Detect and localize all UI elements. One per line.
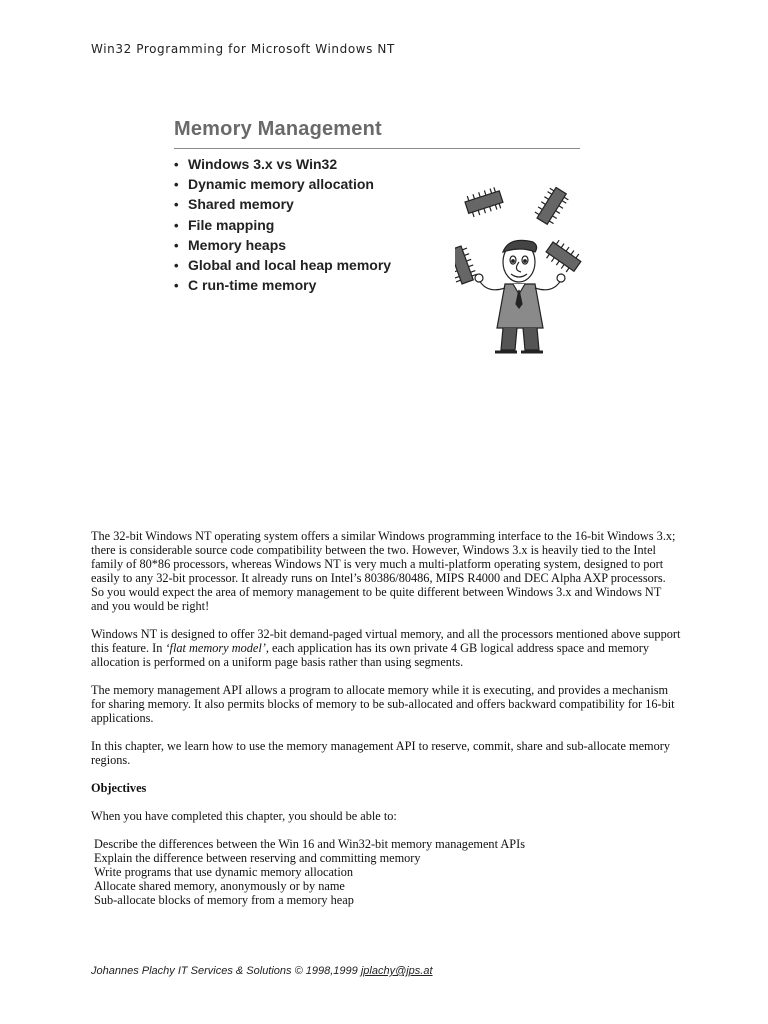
objective-item: Sub-allocate blocks of memory from a memory heap <box>94 893 354 907</box>
bullet-icon: • <box>174 217 179 233</box>
chip-icon <box>455 244 478 285</box>
slide-bullet-item: • Dynamic memory allocation <box>174 174 391 194</box>
objectives-heading: Objectives <box>91 781 147 795</box>
bullet-icon: • <box>174 177 179 193</box>
slide-bullet-item: • Memory heaps <box>174 235 391 255</box>
slide-title: Memory Management <box>174 118 382 140</box>
paragraph: The memory management API allows a program to allocate memory while it is executing, and provides a mechanism for sharing memory. It also permits blocks of memory to be sub-allocated and offers backward compatibility for 16-bit applications. <box>91 683 675 725</box>
bullet-icon: • <box>174 257 179 273</box>
bullet-icon: • <box>174 278 179 294</box>
juggler-illustration <box>455 180 595 360</box>
slide-bullet-item: • Shared memory <box>174 194 391 214</box>
chip-icon <box>463 186 504 218</box>
slide-bullet-item: • File mapping <box>174 215 391 235</box>
bullet-icon: • <box>174 157 179 172</box>
slide-divider <box>174 148 580 149</box>
objectives-list <box>91 837 681 907</box>
footer-email-link[interactable]: jplachy@jps.at <box>360 965 433 977</box>
objectives-intro: When you have completed this chapter, you should be able to: <box>91 809 397 823</box>
bullet-icon: • <box>174 197 179 213</box>
paragraph: The 32-bit Windows NT operating system offers a similar Windows programming interface to the 16-bit Windows 3.x; there is considerable source code compatibility between the two. However, Windows 3.x is heavily tied to the Intel family of 80*86 processors, whereas Windows NT is very much a multi-platform operating system, designed to port easily to any 32-bit processor. It already runs on Intel’s 80386/80486, MIPS R4000 and DEC Alpha AXP processors. So you would expect the area of memory management to be quite different between Windows 3.x and Windows NT and you would be right! <box>91 529 676 613</box>
slide-bullet-item: • C run-time memory <box>174 275 391 295</box>
slide-bullet-list <box>174 154 391 295</box>
slide-bullet-item: • Global and local heap memory <box>174 255 391 275</box>
page-footer <box>91 965 433 977</box>
bullet-icon: • <box>174 237 179 253</box>
paragraph: In this chapter, we learn how to use the memory management API to reserve, commit, share and sub-allocate memory regions. <box>91 739 670 767</box>
slide-bullet-item: • Windows 3.x vs Win32 <box>174 154 391 174</box>
body-text <box>91 529 681 907</box>
page-header: Win32 Programming for Microsoft Windows NT <box>91 42 395 56</box>
objective-item: Write programs that use dynamic memory allocation <box>94 865 354 879</box>
objective-item: Allocate shared memory, anonymously or by name <box>94 879 345 893</box>
paragraph: Windows NT is designed to offer 32-bit demand-paged virtual memory, and all the processors mentioned above support this feature. In ‘flat memory model’, each application has its own private 4 GB logical address space and memory allocation is performed on a uniform page basis rather than using segments. <box>91 627 681 669</box>
objective-item: Explain the difference between reserving and committing memory <box>94 851 421 865</box>
chip-icon <box>543 238 583 276</box>
footer-copyright: Johannes Plachy IT Services & Solutions © 1998,1999 <box>91 965 361 977</box>
chip-icon <box>533 185 571 227</box>
objective-item: Describe the differences between the Win 16 and Win32-bit memory management APIs <box>94 837 525 851</box>
emphasis-term: ‘flat memory model’, <box>165 641 269 655</box>
